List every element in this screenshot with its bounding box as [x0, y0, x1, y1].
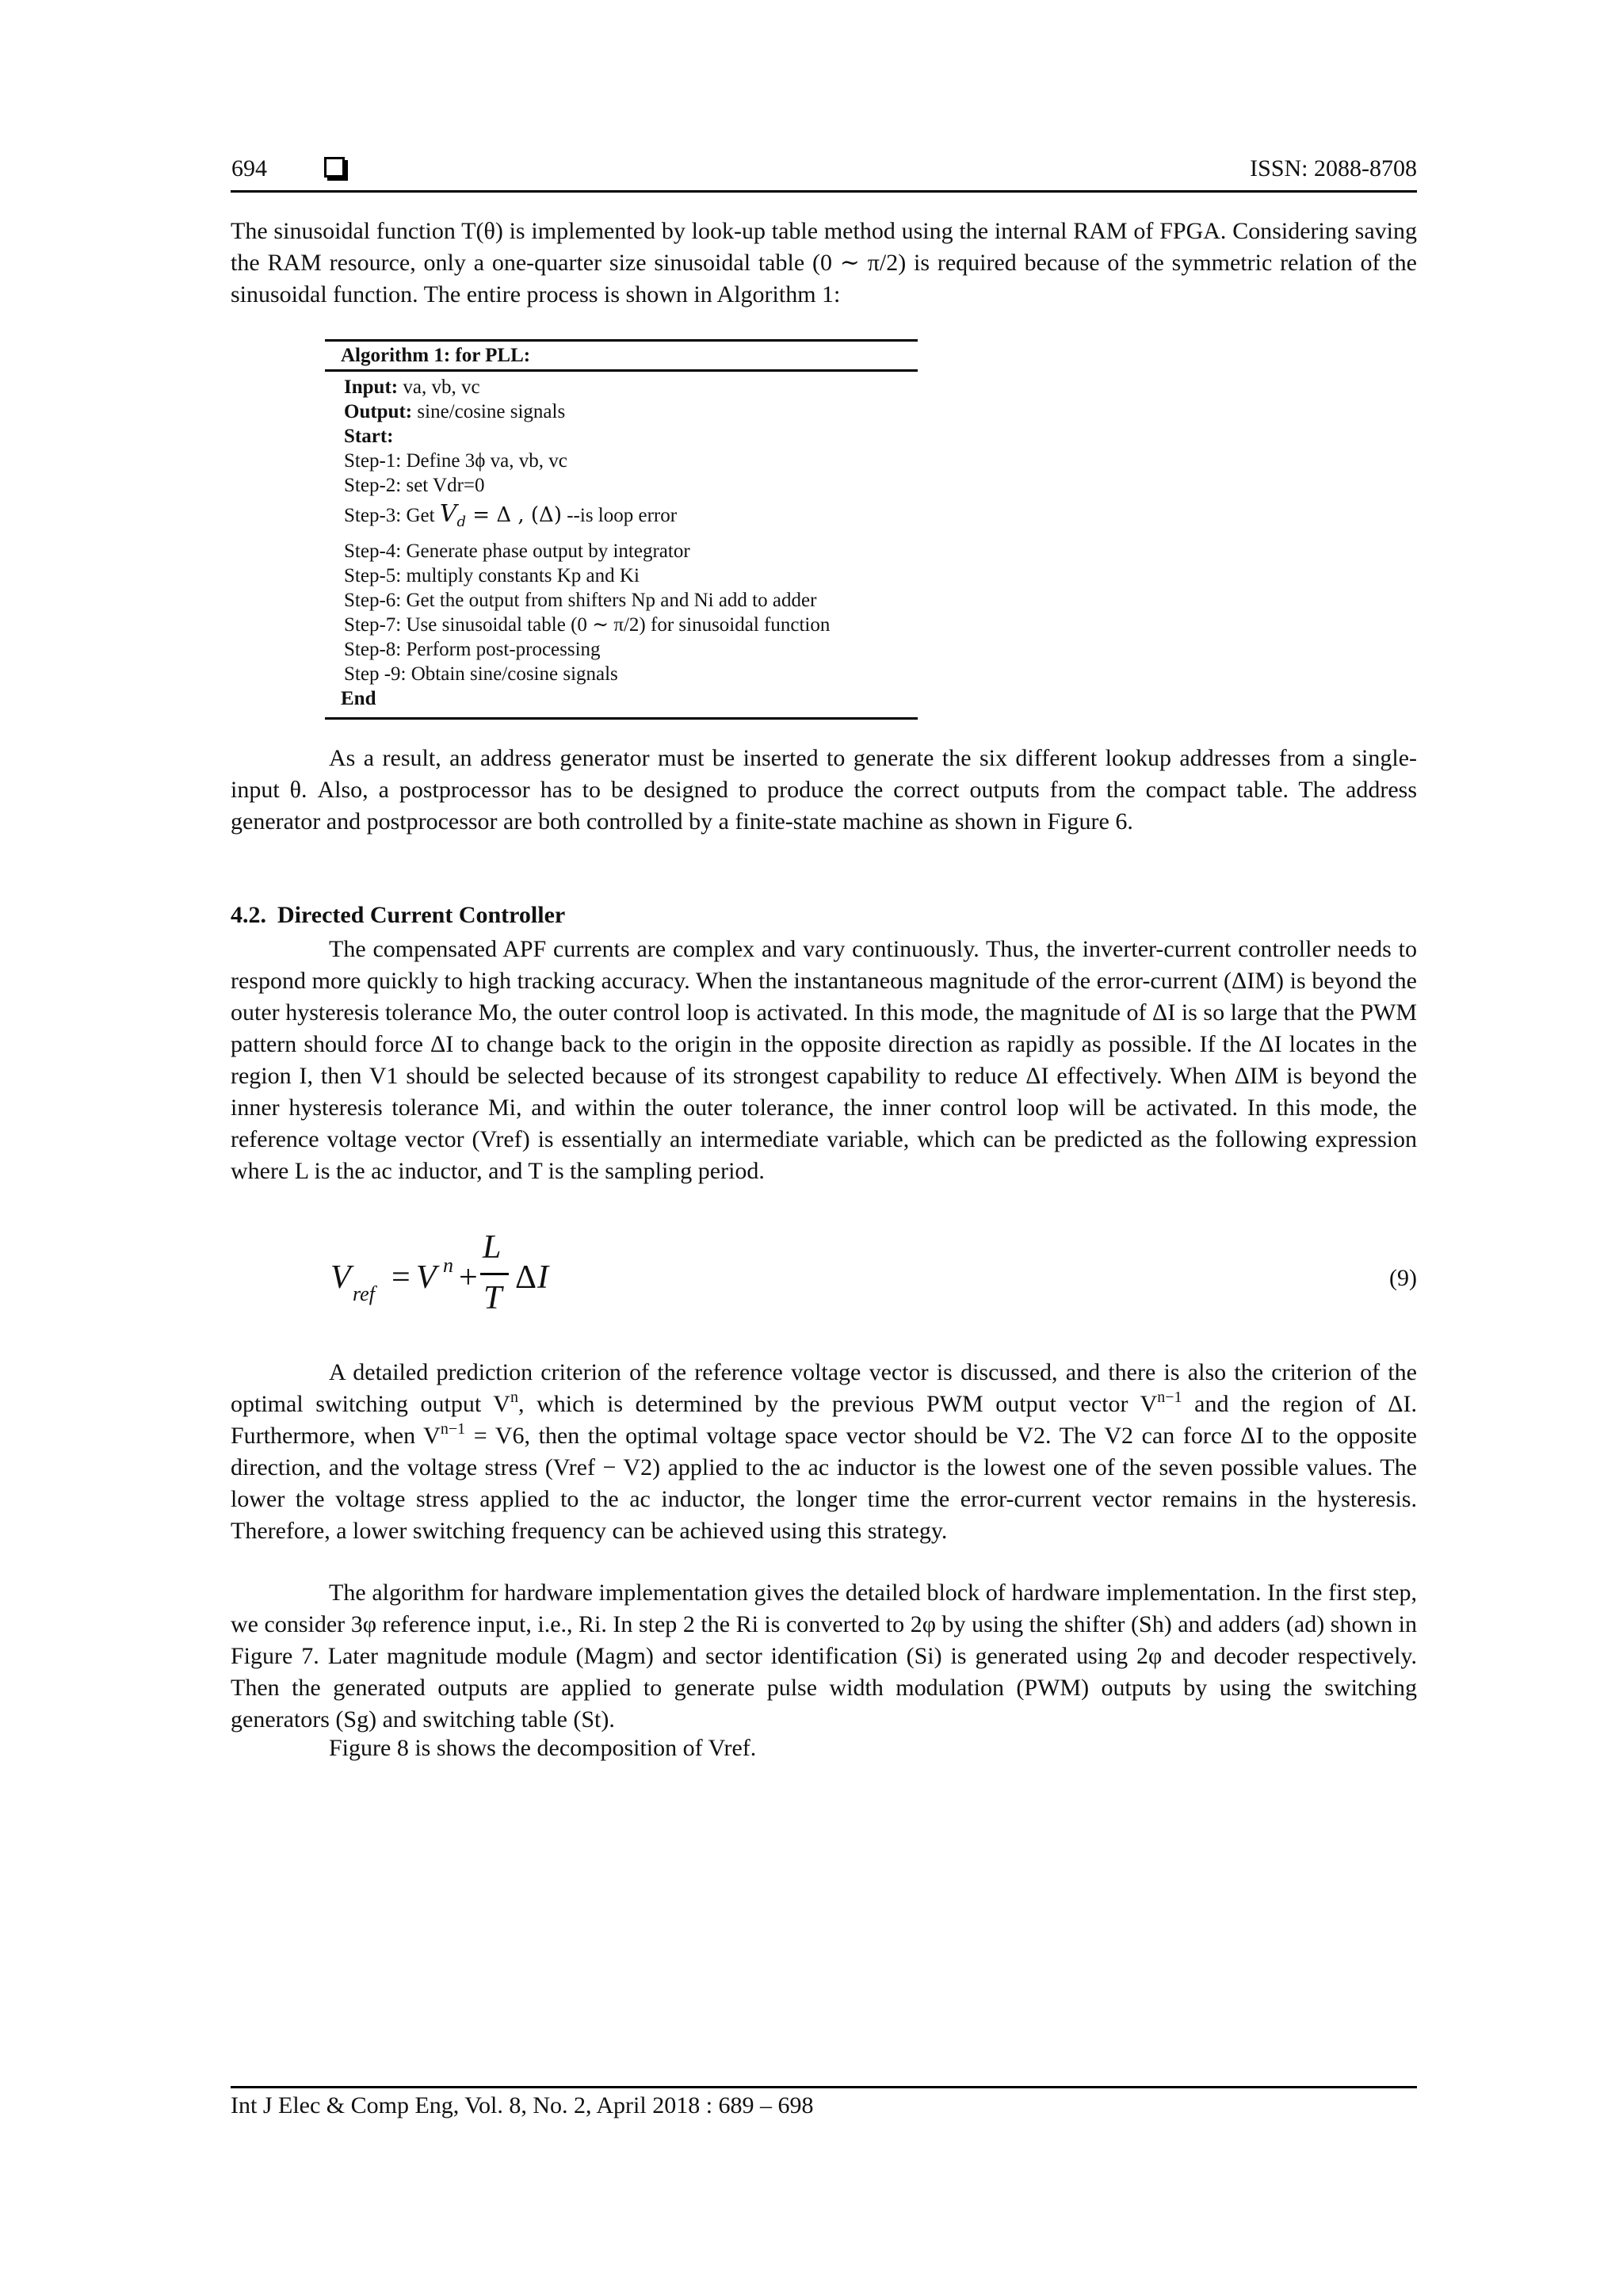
algorithm-step-1: Step-1: Define 3ϕ va, vb, vc [344, 450, 567, 472]
algorithm-output: Output: sine/cosine signals [344, 401, 566, 422]
algorithm-box [325, 339, 918, 720]
algorithm-step-2: Step-2: set Vdr=0 [344, 475, 485, 496]
intro-paragraph: The sinusoidal function T(θ) is implemented by look-up table method using the internal RAM of FPGA. Considering saving the RAM resource, only a one-quarter size sinusoidal table (0 ∼ π/2) is required because of the symmetric relation of the sinusoidal function. The entire process is shown in Algorithm 1: [231, 218, 1417, 308]
equation-plus: + [459, 1259, 478, 1296]
footer-citation: Int J Elec & Comp Eng, Vol. 8, No. 2, April 2018 : 689 – 698 [231, 2092, 814, 2118]
algorithm-step-8: Step-8: Perform post-processing [344, 639, 601, 661]
figure8-paragraph: Figure 8 is shows the decomposition of Vref. [329, 1735, 757, 1761]
algorithm-steps [344, 375, 830, 686]
result-paragraph: As a result, an address generator must be inserted to generate the six different lookup addresses from a single-input θ. Also, a postprocessor has to be designed to produce the correct outputs from the compact table. The address generator and postprocessor are both controlled by a finite-state machine as shown in Figure 6. [231, 745, 1417, 835]
algorithm-step-6: Step-6: Get the output from shifters Np and Ni add to adder [344, 590, 817, 612]
equation-v: V [416, 1259, 437, 1296]
equation-lhs-subscript: ref [353, 1282, 375, 1305]
equation-v-superscript: n [443, 1254, 453, 1277]
page-number: 694 [231, 155, 267, 181]
equation-lhs: V [330, 1259, 351, 1296]
algorithm-step-9: Step -9: Obtain sine/cosine signals [344, 663, 618, 686]
equation-delta: Δ [515, 1259, 537, 1296]
equation-denominator: T [483, 1280, 502, 1316]
footer-rule [231, 2086, 1417, 2088]
algorithm-title: Algorithm 1: for PLL: [341, 345, 531, 366]
header-rule [231, 190, 1417, 193]
square-bullet-icon [324, 157, 345, 178]
section-number: 4.2. [231, 902, 266, 928]
section-heading [231, 902, 565, 929]
algorithm-step-4: Step-4: Generate phase output by integrator [344, 541, 690, 563]
equation-equals: = [391, 1259, 411, 1296]
controller-paragraph: The compensated APF currents are complex and vary continuously. Thus, the inverter-current controller needs to respond more quickly to high tracking accuracy. When the instantaneous magnitude of the error-current (ΔIM) is beyond the outer hysteresis tolerance Mo, the outer control loop is activated. In this mode, the magnitude of ΔI is so large that the PWM pattern should force ΔI to change back to the origin in the opposite direction as rapidly as possible. If the ΔI locates in the region I, then V1 should be selected because of its strongest capability to reduce ΔI effectively. When ΔIM is beyond the inner hysteresis tolerance Mi, and within the outer tolerance, the inner control loop will be activated. In this mode, the reference voltage vector (Vref) is essentially an intermediate variable, which can be predicted as the following expression where L is the ac inductor, and T is the sampling period. [231, 936, 1417, 1184]
equation-i: I [537, 1259, 548, 1296]
algorithm-step-7: Step-7: Use sinusoidal table (0 ∼ π/2) for sinusoidal function [344, 614, 831, 636]
algorithm-step-5: Step-5: multiply constants Kp and Ki [344, 565, 640, 587]
prediction-paragraph: A detailed prediction criterion of the reference voltage vector is discussed, and there is also the criterion of the optimal switching output $V^n$, which is determined by the previous PWM output vector $V^{n-1}$ and the region of ΔI. Furthermore, when $V^{n-1} = V6$, then the optimal voltage space vector should be V2. The V2 can force ΔI to the opposite direction, and the voltage stress (Vref − V2) applied to the ac inductor is the lowest one of the seven possible values. The lower the voltage stress applied to the ac inductor, the longer time the error-current vector remains in the hysteresis. Therefore, a lower switching frequency can be achieved using this strategy. [231, 1359, 1417, 1544]
algorithm-end: End [341, 688, 376, 709]
section-title: Directed Current Controller [277, 902, 566, 928]
algorithm-step-3: Step-3: Get $V_d = \Delta$ , (Δ) --is loop error [344, 500, 678, 531]
equation-9 [327, 1229, 1417, 1328]
equation-number: (9) [1389, 1265, 1417, 1291]
algorithm-start: Start: [344, 426, 394, 447]
algorithm-input: Input: va, vb, vc [344, 376, 480, 398]
hardware-paragraph: The algorithm for hardware implementation gives the detailed block of hardware implementation. In the first step, we consider 3φ reference input, i.e., Ri. In step 2 the Ri is converted to 2φ by using the shifter (Sh) and adders (ad) shown in Figure 7. Later magnitude module (Magm) and sector identification (Si) is generated using 2φ and decoder respectively. Then the generated outputs are applied to generate pulse width modulation (PWM) outputs by using the switching generators (Sg) and switching table (St). [231, 1580, 1417, 1733]
issn: ISSN: 2088-8708 [1250, 155, 1417, 181]
equation-fraction-bar [480, 1273, 509, 1275]
algorithm-title-rule [325, 369, 918, 372]
equation-numerator: L [483, 1229, 502, 1266]
